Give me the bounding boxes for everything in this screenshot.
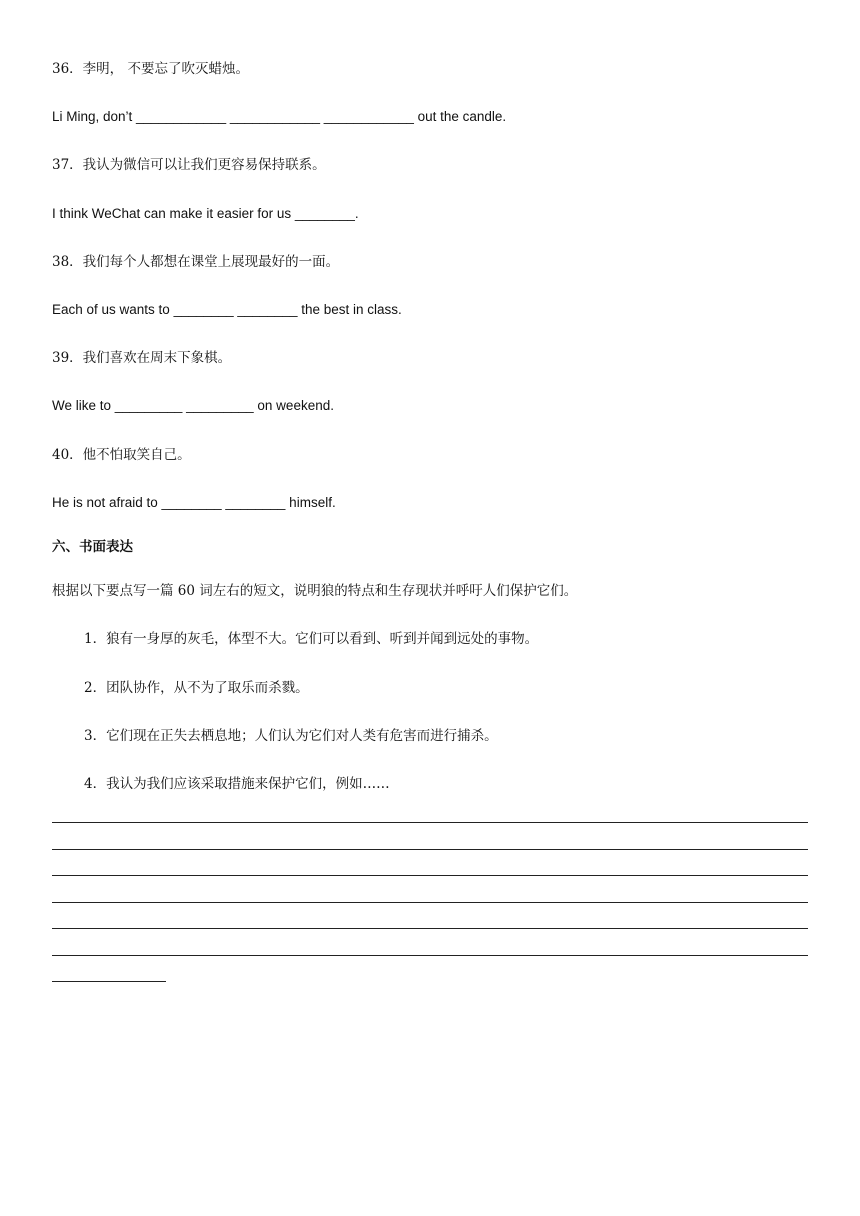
answer-line xyxy=(52,875,808,876)
answer-lines xyxy=(52,822,808,1008)
question-40-chinese: 40．他不怕取笑自己。 xyxy=(52,447,191,463)
writing-point-4: 4．我认为我们应该采取措施来保护它们，例如…… xyxy=(84,776,390,792)
writing-point-3: 3．它们现在正失去栖息地；人们认为它们对人类有危害而进行捕杀。 xyxy=(84,728,498,744)
writing-point-2: 2．团队协作，从不为了取乐而杀戮。 xyxy=(84,680,309,696)
writing-point-1: 1．狼有一身厚的灰毛，体型不大。它们可以看到、听到并闻到远处的事物。 xyxy=(84,631,539,647)
question-36-english: Li Ming, don’t ____________ ____________ ____________ out the candle. xyxy=(52,109,507,124)
answer-line xyxy=(52,902,808,903)
answer-line xyxy=(52,849,808,850)
answer-line xyxy=(52,822,808,823)
question-40-english: He is not afraid to ________ ________ himself. xyxy=(52,495,336,510)
answer-line xyxy=(52,955,808,956)
writing-instruction: 根据以下要点写一篇 60 词左右的短文，说明狼的特点和生存现状并呼吁人们保护它们。 xyxy=(52,583,578,599)
section-heading: 六、书面表达 xyxy=(52,539,133,555)
question-36-chinese: 36．李明， 不要忘了吹灭蜡烛。 xyxy=(52,61,249,77)
question-37-chinese: 37．我认为微信可以让我们更容易保持联系。 xyxy=(52,157,326,173)
question-39-english: We like to _________ _________ on weekend. xyxy=(52,398,334,413)
question-38-chinese: 38．我们每个人都想在课堂上展现最好的一面。 xyxy=(52,254,340,270)
question-38-english: Each of us wants to ________ ________ the best in class. xyxy=(52,302,402,317)
answer-line-short xyxy=(52,981,166,982)
question-37-english: I think WeChat can make it easier for us ________. xyxy=(52,206,359,221)
question-39-chinese: 39．我们喜欢在周末下象棋。 xyxy=(52,350,232,366)
answer-line xyxy=(52,928,808,929)
